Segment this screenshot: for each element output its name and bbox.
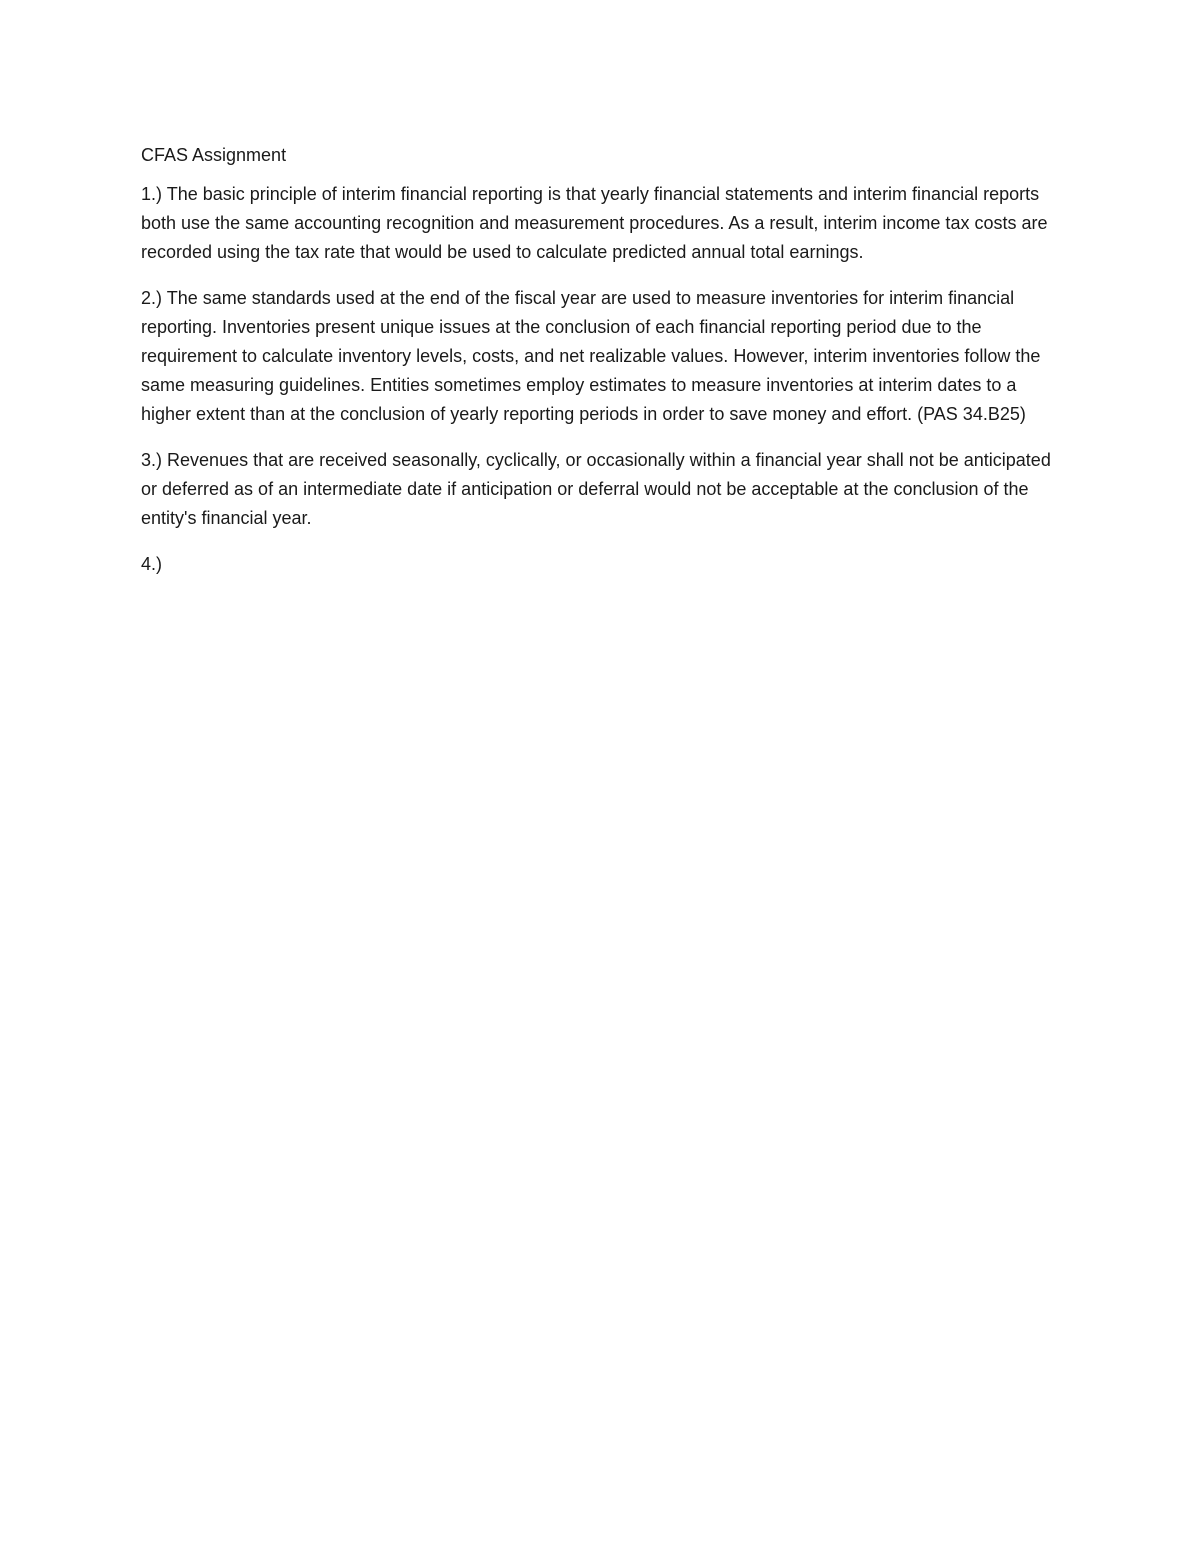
item-text: The basic principle of interim financial reporting is that yearly financial statements and interim financial reports both use the same accounting recognition and measurement procedures. As a result, interim income tax costs are recorded using the tax rate that would be used to calculate predicted annual total earnings. (141, 184, 1048, 262)
answer-item-4 (141, 550, 1061, 579)
item-number: 2.) (141, 288, 163, 308)
answer-item-2 (141, 284, 1061, 429)
item-number: 4.) (141, 554, 163, 574)
item-text: Revenues that are received seasonally, cyclically, or occasionally within a financial year shall not be anticipated or deferred as of an intermediate date if anticipation or deferral would not be acceptable at the conclusion of the entity's financial year. (141, 450, 1051, 528)
document-title: CFAS Assignment (141, 145, 287, 165)
answer-item-3 (141, 446, 1061, 533)
item-number: 3.) (141, 450, 163, 470)
item-number: 1.) (141, 184, 163, 204)
answer-item-1 (141, 180, 1061, 267)
item-text: The same standards used at the end of the fiscal year are used to measure inventories for interim financial reporting. Inventories present unique issues at the conclusion of each financial reporting period due to the requirement to calculate inventory levels, costs, and net realizable values. However, interim inventories follow the same measuring guidelines. Entities sometimes employ estimates to measure inventories at interim dates to a higher extent than at the conclusion of yearly reporting periods in order to save money and effort. (PAS 34.B25) (141, 288, 1041, 424)
document-body (141, 141, 1061, 596)
